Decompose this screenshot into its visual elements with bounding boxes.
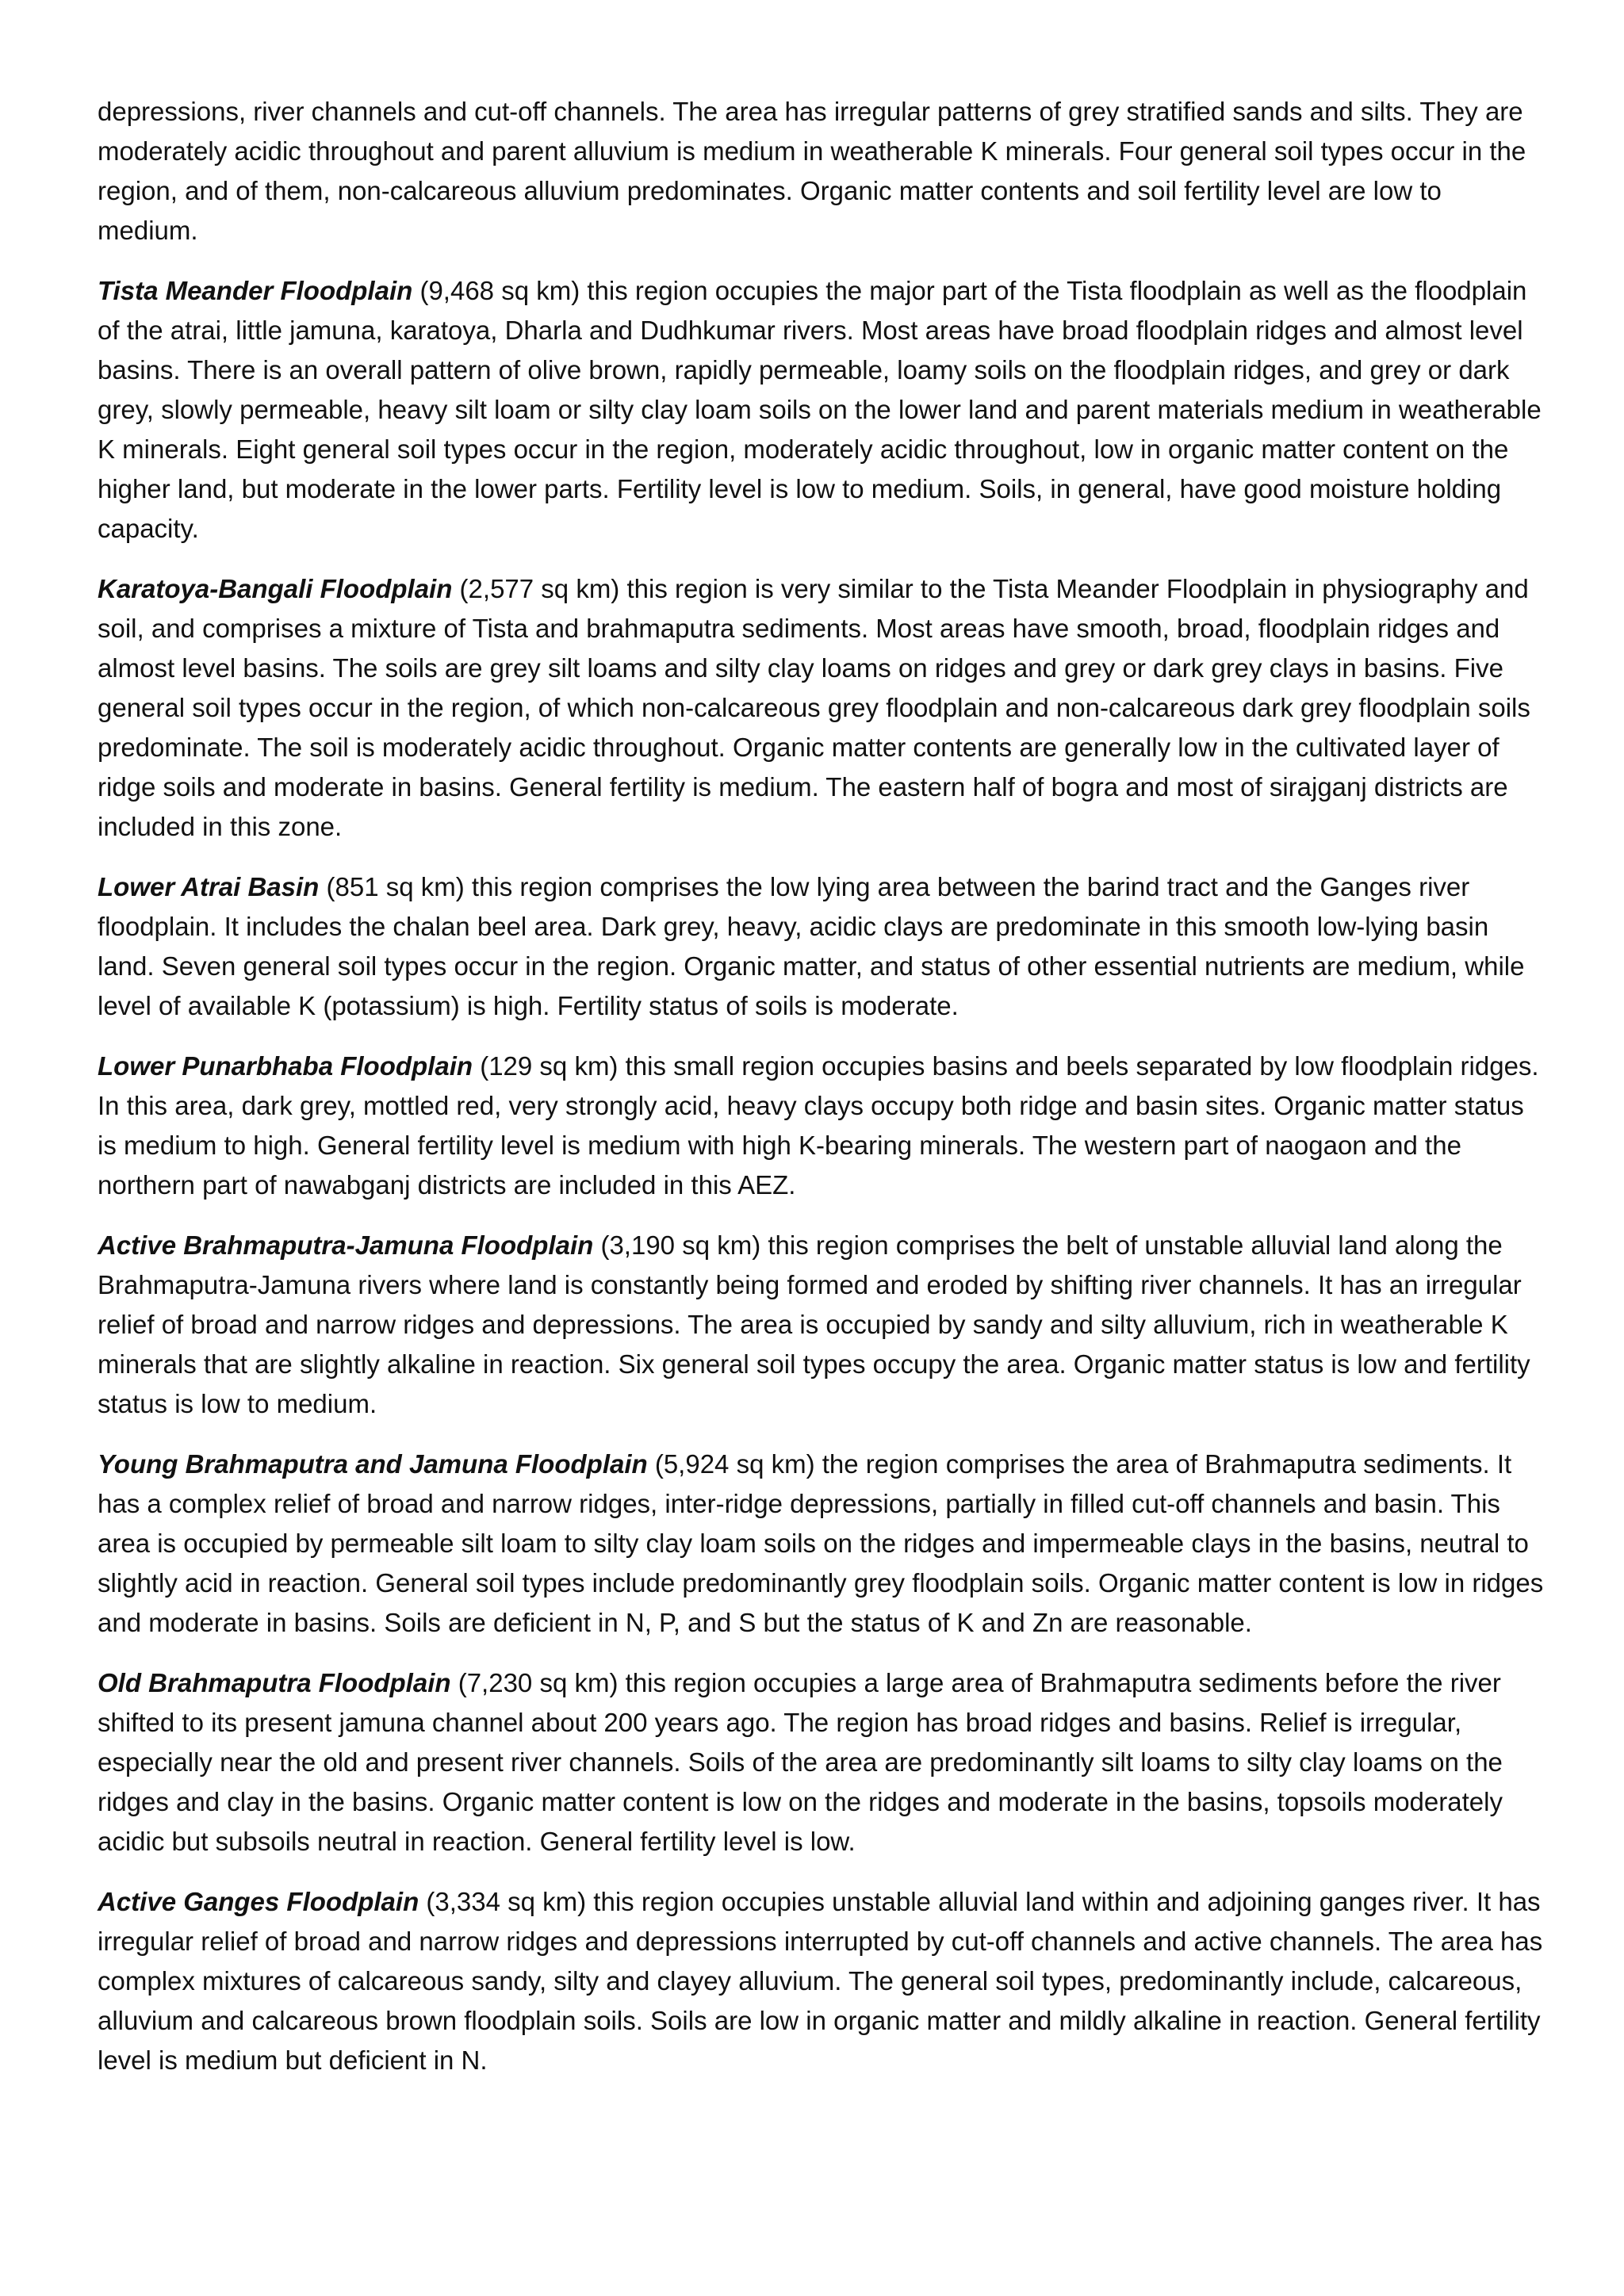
- section-term: Young Brahmaputra and Jamuna Floodplain: [98, 1449, 648, 1479]
- section-term: Tista Meander Floodplain: [98, 276, 413, 305]
- section-term: Lower Punarbhaba Floodplain: [98, 1051, 473, 1081]
- section-term: Karatoya-Bangali Floodplain: [98, 574, 453, 603]
- section-text: (7,230 sq km) this region occupies a large area of Brahmaputra sediments before the river shifted to its present jamuna channel about 200 years ago. The region has broad ridges and basins. Relief is irregular, especially near the old and present river channels. Soils of the area are predominantly silt loams to silty clay loams on the ridges and clay in the basins. Organic matter content is low on the ridges and moderate in the basins, topsoils moderately acidic but subsoils neutral in reaction. General fertility level is low.: [98, 1668, 1503, 1856]
- section-tista-meander-floodplain: [98, 271, 1549, 549]
- document-page: [98, 92, 1549, 2101]
- intro-paragraph: depressions, river channels and cut-off channels. The area has irregular patterns of grey stratified sands and silts. They are moderately acidic throughout and parent alluvium is medium in weatherable K minerals. Four general soil types occur in the region, and of them, non-calcareous alluvium predominates. Organic matter contents and soil fertility level are low to medium.: [98, 97, 1526, 245]
- section-term: Old Brahmaputra Floodplain: [98, 1668, 451, 1697]
- section-old-brahmaputra-floodplain: [98, 1663, 1549, 1862]
- section-text: (3,334 sq km) this region occupies unstable alluvial land within and adjoining ganges river. It has irregular relief of broad and narrow ridges and depressions interrupted by cut-off channels and active channels. The area has complex mixtures of calcareous sandy, silty and clayey alluvium. The general soil types, predominantly include, calcareous, alluvium and calcareous brown floodplain soils. Soils are low in organic matter and mildly alkaline in reaction. General fertility level is medium but deficient in N.: [98, 1887, 1543, 2075]
- section-term: Lower Atrai Basin: [98, 872, 320, 901]
- section-lower-atrai-basin: [98, 867, 1549, 1026]
- section-karatoya-bangali-floodplain: [98, 569, 1549, 847]
- section-lower-punarbhaba-floodplain: [98, 1047, 1549, 1205]
- section-active-brahmaputra-jamuna-floodplain: [98, 1226, 1549, 1424]
- section-term: Active Ganges Floodplain: [98, 1887, 419, 1916]
- section-text: (9,468 sq km) this region occupies the major part of the Tista floodplain as well as the floodplain of the atrai, little jamuna, karatoya, Dharla and Dudhkumar rivers. Most areas have broad floodplain ridges and almost level basins. There is an overall pattern of olive brown, rapidly permeable, loamy soils on the floodplain ridges, and grey or dark grey, slowly permeable, heavy silt loam or silty clay loam soils on the lower land and parent materials medium in weatherable K minerals. Eight general soil types occur in the region, moderately acidic throughout, low in organic matter content on the higher land, but moderate in the lower parts. Fertility level is low to medium. Soils, in general, have good moisture holding capacity.: [98, 276, 1542, 543]
- section-term: Active Brahmaputra-Jamuna Floodplain: [98, 1230, 594, 1260]
- section-text: (5,924 sq km) the region comprises the area of Brahmaputra sediments. It has a complex relief of broad and narrow ridges, inter-ridge depressions, partially in filled cut-off channels and basin. This area is occupied by permeable silt loam to silty clay loam soils on the ridges and impermeable clays in the basins, neutral to slightly acid in reaction. General soil types include predominantly grey floodplain soils. Organic matter content is low in ridges and moderate in basins. Soils are deficient in N, P, and S but the status of K and Zn are reasonable.: [98, 1449, 1544, 1637]
- section-young-brahmaputra-jamuna-floodplain: [98, 1445, 1549, 1643]
- section-active-ganges-floodplain: [98, 1882, 1549, 2080]
- section-text: (129 sq km) this small region occupies basins and beels separated by low floodplain ridges. In this area, dark grey, mottled red, very strongly acid, heavy clays occupy both ridge and basin sites. Organic matter status is medium to high. General fertility level is medium with high K-bearing minerals. The western part of naogaon and the northern part of nawabganj districts are included in this AEZ.: [98, 1051, 1539, 1200]
- section-text: (3,190 sq km) this region comprises the belt of unstable alluvial land along the Brahmaputra-Jamuna rivers where land is constantly being formed and eroded by shifting river channels. It has an irregular relief of broad and narrow ridges and depressions. The area is occupied by sandy and silty alluvium, rich in weatherable K minerals that are slightly alkaline in reaction. Six general soil types occupy the area. Organic matter status is low and fertility status is low to medium.: [98, 1230, 1530, 1418]
- section-text: (851 sq km) this region comprises the low lying area between the barind tract and the Ganges river floodplain. It includes the chalan beel area. Dark grey, heavy, acidic clays are predominate in this smooth low-lying basin land. Seven general soil types occur in the region. Organic matter, and status of other essential nutrients are medium, while level of available K (potassium) is high. Fertility status of soils is moderate.: [98, 872, 1525, 1020]
- section-text: (2,577 sq km) this region is very similar to the Tista Meander Floodplain in physiography and soil, and comprises a mixture of Tista and brahmaputra sediments. Most areas have smooth, broad, floodplain ridges and almost level basins. The soils are grey silt loams and silty clay loams on ridges and grey or dark grey clays in basins. Five general soil types occur in the region, of which non-calcareous grey floodplain and non-calcareous dark grey floodplain soils predominate. The soil is moderately acidic throughout. Organic matter contents are generally low in the cultivated layer of ridge soils and moderate in basins. General fertility is medium. The eastern half of bogra and most of sirajganj districts are included in this zone.: [98, 574, 1530, 841]
